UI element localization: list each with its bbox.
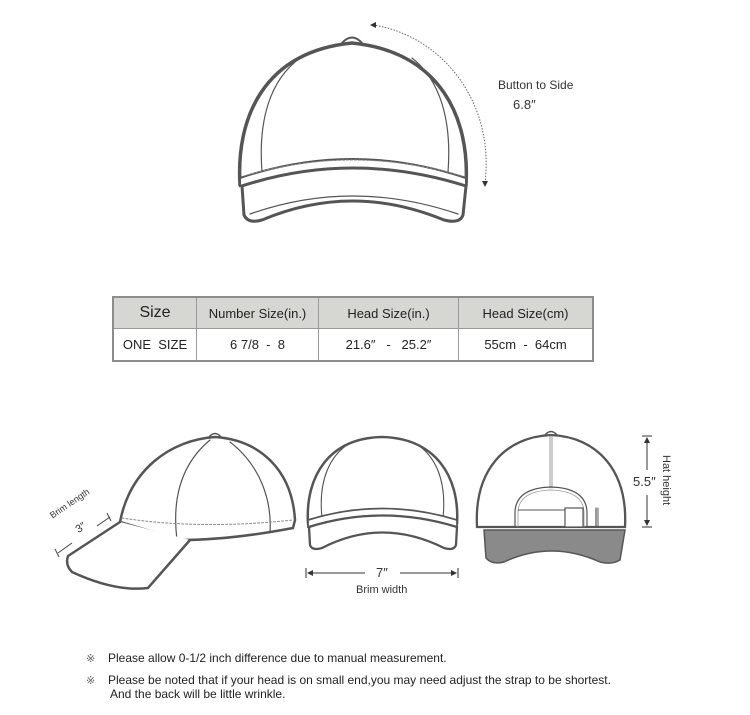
cell-number-size: 6 7/8 - 8 — [197, 329, 319, 362]
hat-height-label: Hat height — [660, 455, 672, 506]
cell-head-size-in: 21.6″ - 25.2″ — [319, 329, 459, 362]
note-bullet-icon: ※ — [86, 653, 96, 665]
size-table-header-row — [113, 297, 593, 329]
cell-size: ONE SIZE — [113, 329, 197, 362]
note-text: And the back will be little wrinkle. — [110, 687, 286, 701]
note-2-continued — [110, 687, 285, 701]
header-head-size-cm: Head Size(cm) — [459, 297, 594, 329]
note-text: Please allow 0-1/2 inch difference due to manual measurement. — [108, 651, 447, 665]
header-number-size: Number Size(in.) — [197, 297, 319, 329]
brim-length-label: Brim length — [48, 486, 92, 521]
front-view-small-cap-icon — [308, 437, 457, 549]
note-1 — [86, 651, 447, 665]
header-size: Size — [113, 297, 197, 329]
brim-length-value: 3″ — [73, 520, 89, 536]
brim-width-value: 7″ — [376, 565, 388, 580]
front-view-cap-icon — [240, 38, 467, 222]
button-to-side-label: Button to Side — [498, 78, 574, 92]
size-table — [112, 296, 594, 362]
brim-width-label: Brim width — [356, 584, 408, 596]
back-view-cap-icon — [477, 432, 625, 564]
button-to-side-value: 6.8″ — [513, 97, 536, 112]
note-2 — [86, 673, 611, 687]
note-bullet-icon: ※ — [86, 675, 96, 687]
note-text: Please be noted that if your head is on small end,you may need adjust the strap to be shortest. — [108, 673, 611, 687]
table-row — [113, 329, 593, 362]
side-view-cap-icon — [67, 434, 295, 589]
header-head-size-in: Head Size(in.) — [319, 297, 459, 329]
cell-head-size-cm: 55cm - 64cm — [459, 329, 594, 362]
hat-height-value: 5.5″ — [633, 474, 656, 489]
